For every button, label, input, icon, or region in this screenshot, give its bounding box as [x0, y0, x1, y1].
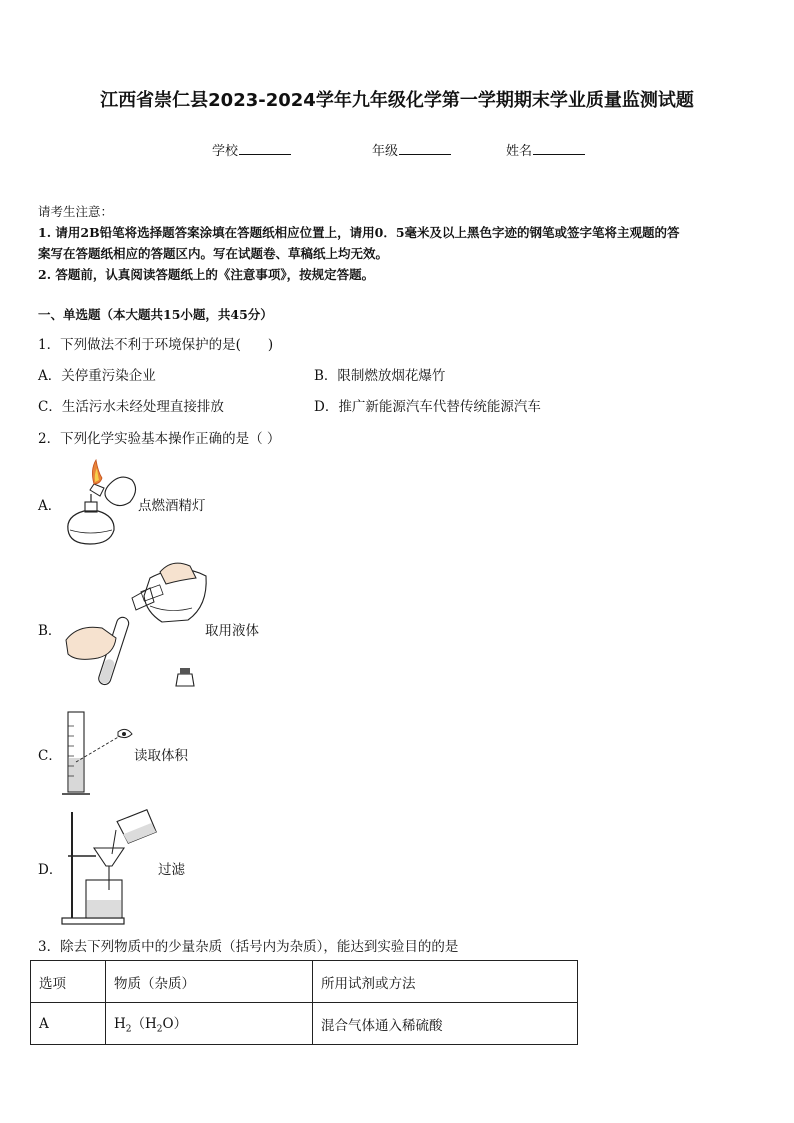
q1-option-b[interactable]: B．限制燃放烟花爆竹 [314, 368, 446, 384]
alcohol-lamp-figure [60, 458, 145, 550]
q2-option-a-letter[interactable]: A． [38, 498, 62, 514]
q2-option-b-caption: 取用液体 [205, 623, 259, 639]
notice-heading: 请考生注意： [38, 204, 114, 219]
q2-option-c-letter[interactable]: C． [38, 748, 62, 764]
section-heading: 一、单选题（本大题共15小题，共45分） [38, 307, 273, 322]
q1-option-a[interactable]: A．关停重污染企业 [38, 368, 156, 384]
school-blank[interactable] [239, 142, 291, 155]
q1-stem: 1．下列做法不利于环境保护的是( ) [38, 337, 274, 353]
filtration-figure [58, 806, 164, 928]
school-field[interactable] [212, 140, 291, 159]
q3-table [30, 960, 578, 1045]
notice-item-1-line-1: 1. 请用2B铅笔将选择题答案涂填在答题纸相应位置上，请用0．5毫米及以上黑色字迹的钢笔或签字笔将主观题的答 [38, 225, 680, 240]
page-title: 江西省崇仁县2023-2024学年九年级化学第一学期期末学业质量监测试题 [100, 90, 694, 111]
pouring-liquid-figure [62, 558, 212, 692]
q2-option-b-letter[interactable]: B． [38, 623, 62, 639]
table-cell-option: A [31, 1003, 106, 1045]
table-cell-method: 混合气体通入稀硫酸 [313, 1003, 578, 1045]
notice-block [38, 201, 762, 285]
table-header-row [31, 961, 578, 1003]
q3-stem: 3．除去下列物质中的少量杂质（括号内为杂质），能达到实验目的的是 [38, 939, 459, 955]
table-header-cell: 所用试剂或方法 [313, 961, 578, 1003]
table-header-cell: 物质（杂质） [106, 961, 313, 1003]
name-blank[interactable] [533, 142, 585, 155]
graduated-cylinder-figure [60, 706, 140, 800]
grade-label: 年级 [372, 144, 399, 159]
table-row [31, 1003, 578, 1045]
q2-option-d-caption: 过滤 [158, 862, 185, 878]
name-label: 姓名 [506, 144, 533, 159]
q2-option-d-letter[interactable]: D． [38, 862, 63, 878]
q2-stem: 2．下列化学实验基本操作正确的是（ ） [38, 431, 281, 447]
q1-option-d[interactable]: D．推广新能源汽车代替传统能源汽车 [314, 399, 541, 415]
table-cell-substance: $H_2(H_2O)$ [106, 1003, 313, 1045]
grade-blank[interactable] [399, 142, 451, 155]
school-label: 学校 [212, 144, 239, 159]
grade-field[interactable] [372, 140, 451, 159]
name-field[interactable] [506, 140, 585, 159]
q2-option-a-caption: 点燃酒精灯 [138, 498, 206, 514]
notice-item-1-line-2: 案写在答题纸相应的答题区内。写在试题卷、草稿纸上均无效。 [38, 246, 389, 261]
q2-option-c-caption: 读取体积 [134, 748, 188, 764]
table-header-cell: 选项 [31, 961, 106, 1003]
q1-option-c[interactable]: C．生活污水未经处理直接排放 [38, 399, 224, 415]
notice-item-2: 2. 答题前，认真阅读答题纸上的《注意事项》，按规定答题。 [38, 267, 375, 282]
